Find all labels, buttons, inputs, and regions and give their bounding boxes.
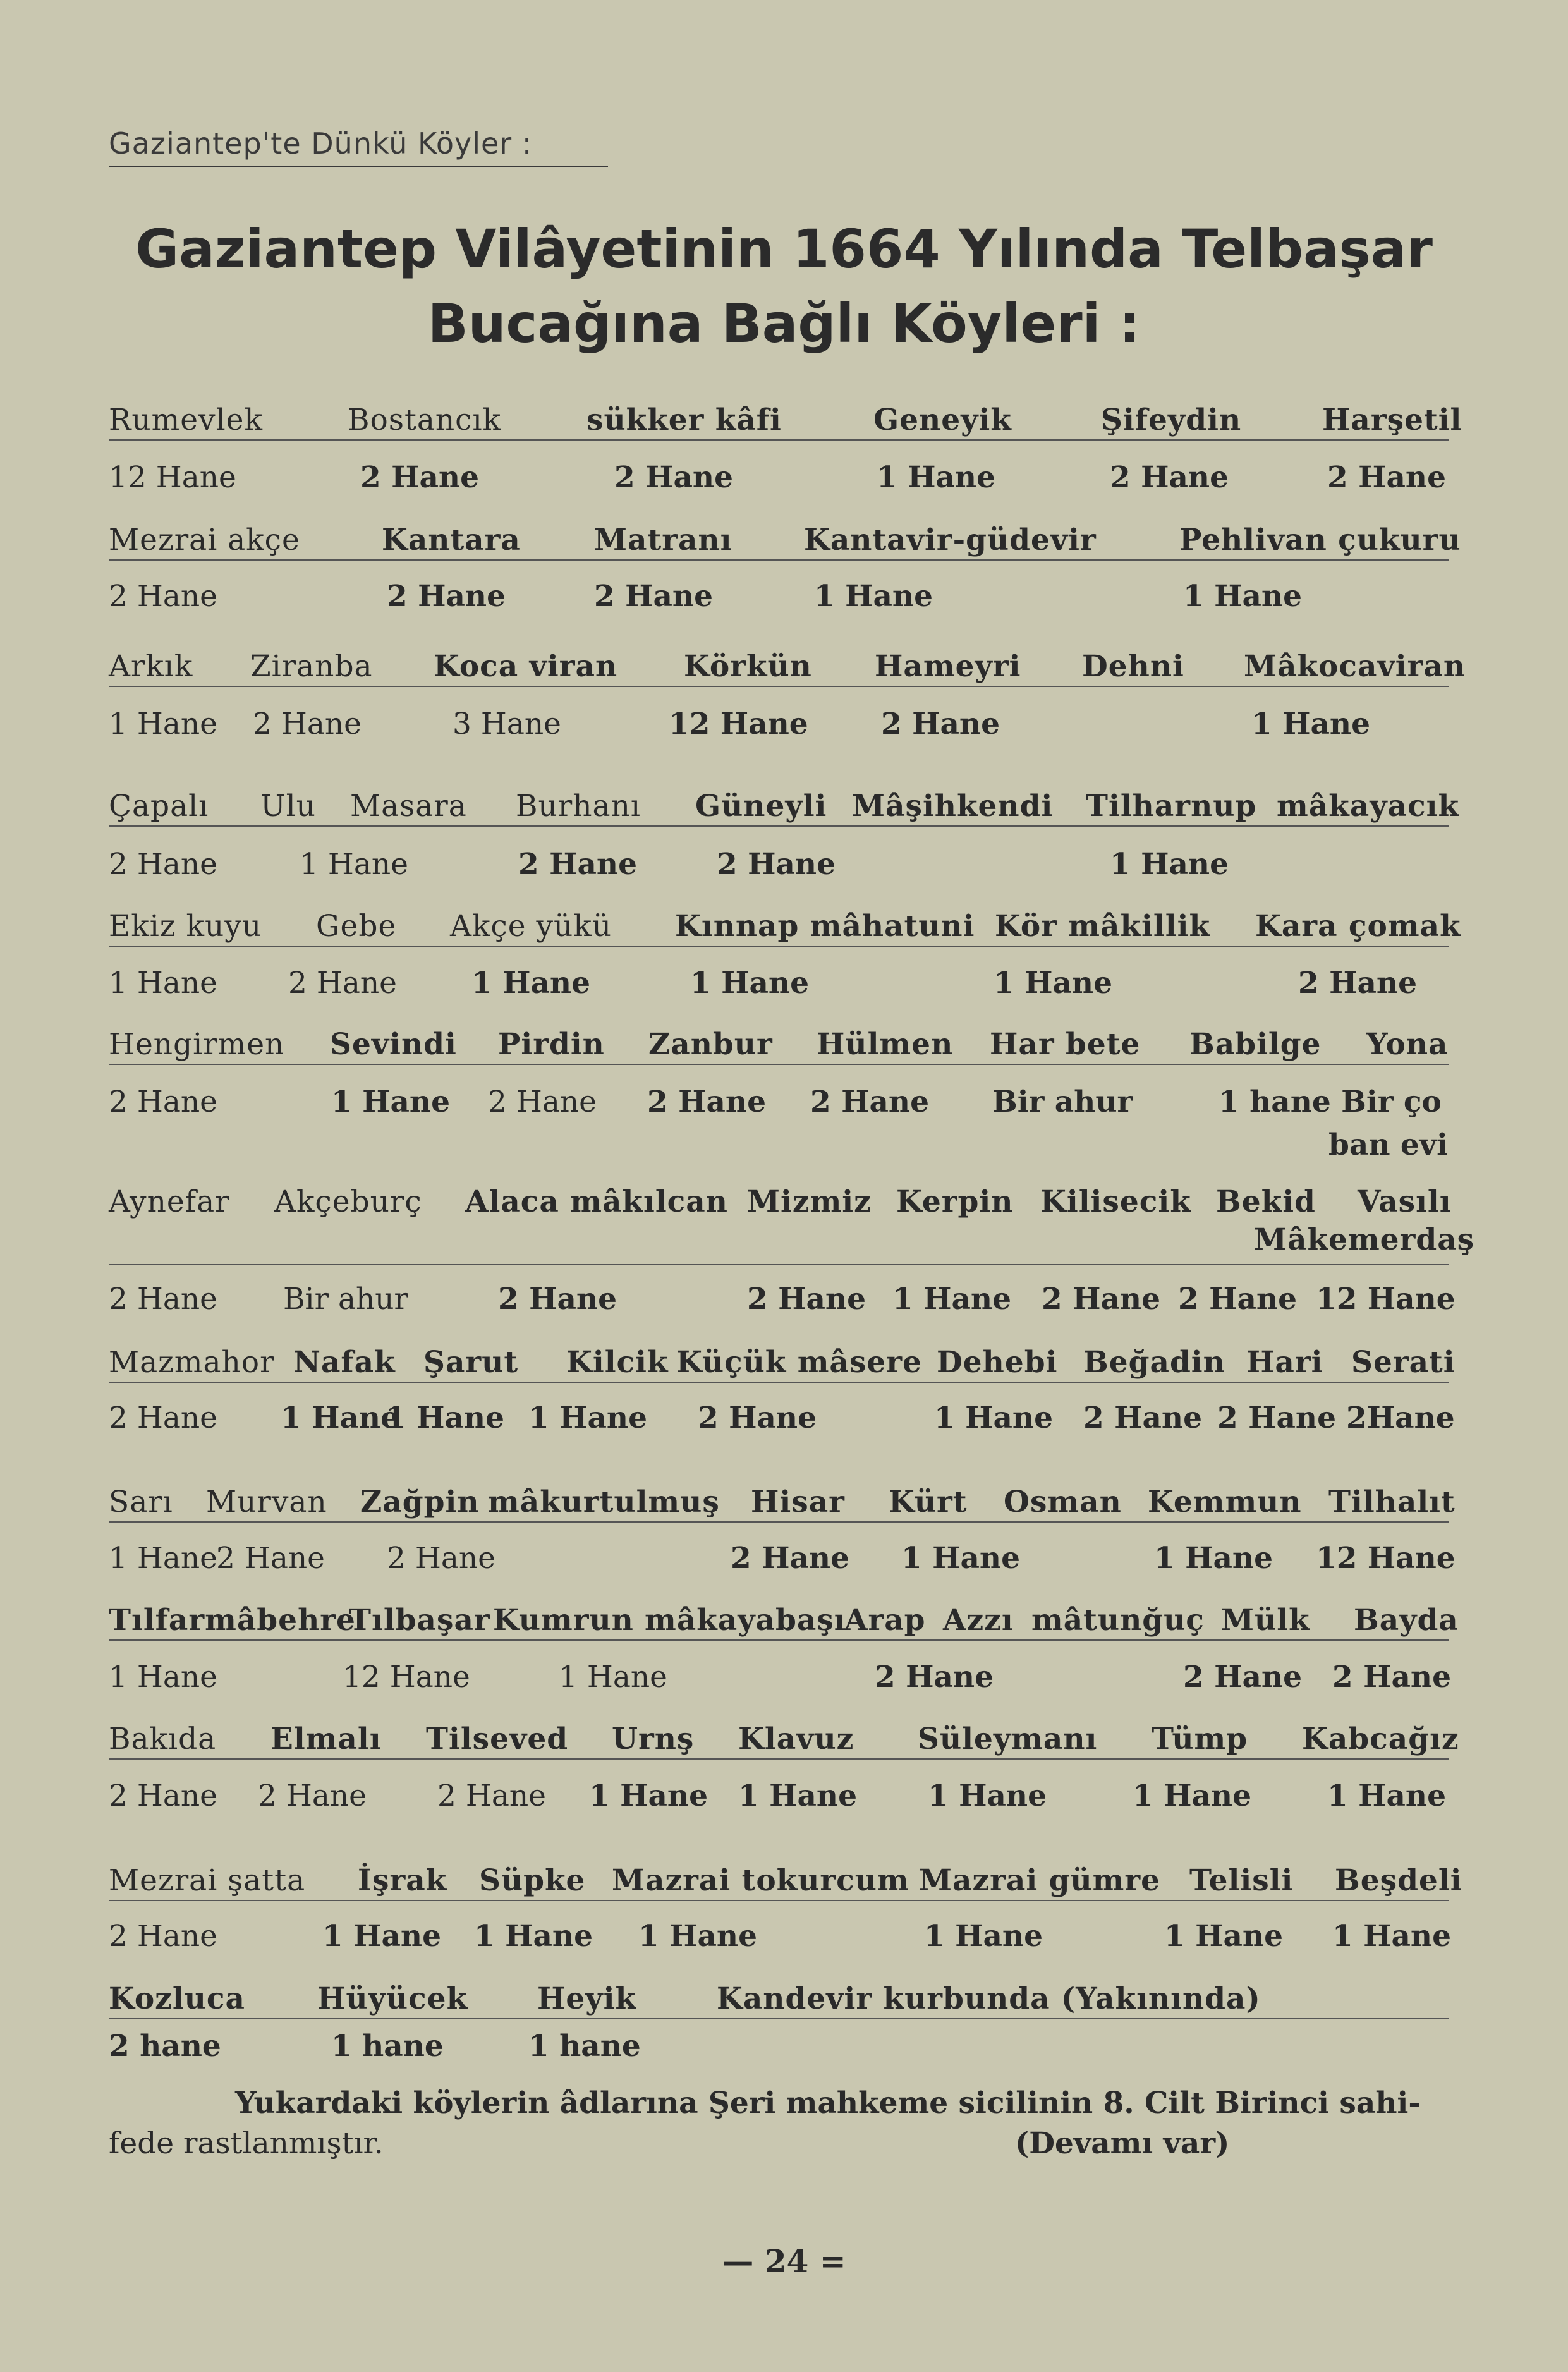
household-count: 2 Hane (1183, 1660, 1302, 1694)
village-name: Mazrai tokurcum (612, 1863, 909, 1898)
village-name: Matranı (594, 523, 732, 557)
running-header: Gaziantep'te Dünkü Köyler : (109, 126, 608, 167)
village-name: Hengirmen (109, 1027, 285, 1062)
village-name: Har bete (990, 1027, 1141, 1062)
village-name: Alaca mâkılcan (465, 1184, 728, 1219)
household-count: 1 hane (528, 2029, 641, 2064)
village-names-row (109, 1026, 1449, 1065)
household-count: 1 Hane (300, 847, 408, 882)
village-name: Mezrai akçe (109, 523, 300, 557)
village-name: Kara çomak (1255, 909, 1461, 944)
village-name: Şarut (423, 1345, 519, 1380)
household-count: 2 Hane (288, 966, 397, 1000)
village-name: Süpke (479, 1863, 586, 1898)
village-name: Kantara (382, 523, 521, 557)
household-count: 2 Hane (387, 579, 506, 614)
village-name: Yona (1366, 1027, 1449, 1062)
household-count: 2 Hane (109, 1282, 217, 1317)
village-name: Güneyli (695, 789, 827, 824)
page-title-line-2: Bucağına Bağlı Köyleri : (427, 293, 1141, 355)
household-count: 2 Hane (717, 847, 836, 882)
village-name: Küçük mâsere (676, 1345, 922, 1380)
household-count: 1 Hane (589, 1779, 708, 1813)
household-counts-row (109, 964, 1449, 1002)
household-count: 1 Hane (928, 1779, 1047, 1813)
household-count: 2 Hane (875, 1660, 994, 1694)
footnote-line-2 (109, 2124, 1449, 2164)
household-count: 2 Hane (109, 1085, 217, 1119)
village-name: Kantavir-güdevir (804, 523, 1097, 557)
village-name: Mâkocaviran (1244, 649, 1466, 684)
village-name: Babilge (1189, 1027, 1322, 1062)
village-name: Kabcağız (1302, 1722, 1459, 1756)
village-name: Mülk (1221, 1603, 1310, 1638)
village-name: Hüyücek (317, 1981, 468, 2016)
household-counts-row (109, 1777, 1449, 1815)
household-count: 2 Hane (258, 1779, 367, 1813)
page-title-line-1: Gaziantep Vilâyetinin 1664 Yılında Telbaşar (135, 218, 1433, 280)
household-count: 1 Hane (1154, 1541, 1273, 1576)
household-count: 12 Hane (109, 460, 236, 495)
household-count: 1 Hane (1327, 1779, 1446, 1813)
household-count: 1 Hane (1133, 1779, 1251, 1813)
village-name: Kemmun (1148, 1485, 1302, 1519)
household-count: 2 Hane (881, 707, 1000, 741)
village-name: Mâşihkendi (852, 789, 1054, 824)
household-count: 2 Hane (109, 579, 217, 614)
household-count: 2 Hane (594, 579, 713, 614)
village-name: Sarı (109, 1485, 173, 1519)
village-name: Kilcik (566, 1345, 669, 1380)
village-names-row (109, 908, 1461, 947)
village-name: Arkık (109, 649, 193, 684)
village-name: mâkayabaşı (645, 1603, 846, 1638)
village-name: Bostancık (348, 403, 501, 437)
household-count: 1 Hane (1183, 579, 1302, 614)
continuation-text: Mâkemerdaş (1254, 1222, 1475, 1257)
household-count: 1 hane (331, 2029, 444, 2064)
household-count: 2 Hane (1178, 1282, 1297, 1317)
village-names-row (109, 1720, 1459, 1760)
household-count: 2 Hane (1332, 1660, 1451, 1694)
village-name: Heyik (537, 1981, 637, 2016)
household-count: 2 Hane (1217, 1401, 1336, 1435)
household-count: 1 Hane (934, 1401, 1053, 1435)
village-name: Hisar (751, 1485, 845, 1519)
household-count: 2 Hane (109, 847, 217, 882)
household-count: 1 Hane (638, 1919, 757, 1954)
village-name: Mizmiz (747, 1184, 872, 1219)
household-counts-row (109, 459, 1449, 497)
village-name: Akçe yükü (450, 909, 612, 944)
village-name: sükker kâfi (586, 403, 782, 437)
village-name: Çapalı (109, 789, 209, 824)
village-name: Bakıda (109, 1722, 217, 1756)
household-counts-row (109, 1540, 1456, 1578)
household-count: 2 Hane (437, 1779, 546, 1813)
footnote-line-2-left: fede rastlanmıştır. (109, 2126, 384, 2161)
household-count: 1 Hane (1251, 707, 1370, 741)
household-count: 1 Hane (1110, 847, 1229, 882)
household-count: 2 Hane (253, 707, 362, 741)
village-name: Süleymanı (918, 1722, 1098, 1756)
village-name: mâkurtulmuş (488, 1485, 720, 1519)
household-count: 2 Hane (109, 1919, 217, 1954)
household-count: 1 Hane (1164, 1919, 1283, 1954)
village-name: Mazmahor (109, 1345, 275, 1380)
village-name: Pirdin (498, 1027, 605, 1062)
village-name: Kör mâkillik (995, 909, 1211, 944)
village-names-row (109, 1483, 1456, 1523)
village-name: Hameyri (875, 649, 1021, 684)
village-name: Beğadin (1083, 1345, 1225, 1380)
household-count: 1 Hane (471, 966, 590, 1000)
household-count: 1 Hane (528, 1401, 647, 1435)
household-count: 12 Hane (669, 707, 808, 741)
household-count: 1 Hane (1332, 1919, 1451, 1954)
village-names-row (109, 648, 1466, 687)
household-counts-row (109, 1399, 1455, 1437)
village-name: Kürt (889, 1485, 968, 1519)
footnote-line-1: Yukardaki köylerin âdlarına Şeri mahkeme sicilinin 8. Cilt Birinci sahi- (235, 2086, 1421, 2120)
household-count: 1 Hane (386, 1401, 504, 1435)
household-count: 2 Hane (109, 1401, 217, 1435)
household-count: 2 Hane (1327, 460, 1446, 495)
village-name: Kandevir kurbunda (Yakınında) (717, 1981, 1261, 2016)
household-count: 1 Hane (331, 1085, 450, 1119)
household-count: 1 Hane (109, 1541, 217, 1576)
household-counts-row (109, 1280, 1456, 1318)
village-name: Akçeburç (274, 1184, 422, 1219)
household-count: 1 Hane (924, 1919, 1043, 1954)
household-counts-row (109, 705, 1449, 743)
village-name: Arap (844, 1603, 926, 1638)
household-count: 2 Hane (518, 847, 637, 882)
village-name: Zağpin (360, 1485, 480, 1519)
household-count: 2 Hane (1083, 1401, 1202, 1435)
household-count: 2Hane (1346, 1401, 1455, 1435)
household-count: 1 Hane (901, 1541, 1020, 1576)
village-name: Sevindi (330, 1027, 457, 1062)
household-count: 2 Hane (698, 1401, 817, 1435)
household-count: 1 Hane (738, 1779, 857, 1813)
village-name: Kilisecik (1040, 1184, 1191, 1219)
village-name: Harşetil (1322, 403, 1462, 437)
village-name: Geneyik (873, 403, 1012, 437)
household-counts-row (109, 1083, 1449, 1121)
household-count: 3 Hane (453, 707, 561, 741)
household-count: 1 Hane (109, 707, 217, 741)
household-count: 2 hane (109, 2029, 221, 2064)
page-number: — 24 = (722, 2242, 846, 2280)
village-name: Pehlivan çukuru (1179, 523, 1461, 557)
village-name: Ziranba (250, 649, 373, 684)
household-counts-row (109, 578, 1449, 616)
village-name: Bekid (1216, 1184, 1316, 1219)
household-count: 2 Hane (1298, 966, 1417, 1000)
household-count: 2 Hane (810, 1085, 929, 1119)
village-name: Koca viran (434, 649, 618, 684)
village-names-row (109, 1980, 1449, 2019)
household-count: 2 Hane (731, 1541, 849, 1576)
village-name: Nafak (293, 1345, 396, 1380)
village-names-row (109, 1862, 1462, 1901)
village-name: Elmalı (270, 1722, 382, 1756)
village-names-row (109, 1183, 1475, 1265)
village-name: Kozluca (109, 1981, 245, 2016)
village-names-row (109, 401, 1462, 441)
village-name: Osman (1004, 1485, 1122, 1519)
village-name: Tilhalıt (1328, 1485, 1456, 1519)
village-names-row (109, 1344, 1456, 1383)
village-name: Tilseved (426, 1722, 569, 1756)
village-name: Hülmen (817, 1027, 954, 1062)
village-name: Ekiz kuyu (109, 909, 262, 944)
village-name: Dehni (1082, 649, 1184, 684)
household-count: 2 Hane (360, 460, 479, 495)
village-name: Tilharnup (1086, 789, 1257, 824)
household-counts-row (109, 1658, 1449, 1696)
village-name: Dehebi (937, 1345, 1058, 1380)
village-name: Masara (350, 789, 467, 824)
village-name: Gebe (316, 909, 397, 944)
household-count: 1 Hane (109, 1660, 217, 1694)
household-count: 1 Hane (474, 1919, 593, 1954)
village-name: Telisli (1189, 1863, 1294, 1898)
household-count: 2 Hane (216, 1541, 325, 1576)
village-names-row (109, 788, 1460, 827)
household-count: Bir ahur (992, 1085, 1133, 1119)
village-name: Bayda (1354, 1603, 1459, 1638)
village-name: Mazrai gümre (919, 1863, 1161, 1898)
continued-note: (Devamı var) (1015, 2126, 1230, 2161)
continuation-text: ban evi (1328, 1128, 1448, 1162)
village-name: mâkayacık (1277, 789, 1460, 824)
village-name: Kumrun (493, 1603, 634, 1638)
village-name: Körkün (684, 649, 812, 684)
village-name: Klavuz (738, 1722, 854, 1756)
village-name: Murvan (206, 1485, 327, 1519)
village-name: Ulu (260, 789, 316, 824)
household-count: 12 Hane (1316, 1541, 1456, 1576)
household-count: 2 Hane (498, 1282, 617, 1317)
household-count: 2 Hane (614, 460, 733, 495)
village-name: Hari (1246, 1345, 1323, 1380)
village-name: Aynefar (109, 1184, 230, 1219)
household-count: 1 Hane (814, 579, 933, 614)
household-count: 2 Hane (109, 1779, 217, 1813)
footnote (109, 2083, 1449, 2164)
household-counts-row (109, 846, 1449, 884)
household-count: 2 Hane (647, 1085, 766, 1119)
household-count: 1 Hane (690, 966, 809, 1000)
household-counts-row (109, 2028, 1449, 2065)
village-name: Vasılı (1358, 1184, 1452, 1219)
village-name: Burhanı (516, 789, 641, 824)
household-count: 1 Hane (322, 1919, 441, 1954)
village-name: Beşdeli (1335, 1863, 1462, 1898)
household-count: 12 Hane (1316, 1282, 1456, 1317)
village-names-row (109, 521, 1461, 561)
village-name: Tılfarmâbehre (109, 1603, 356, 1638)
village-name: Kerpin (896, 1184, 1014, 1219)
household-count: 1 Hane (877, 460, 995, 495)
village-name: Serati (1351, 1345, 1456, 1380)
village-name: Şifeydin (1101, 403, 1242, 437)
household-count: 1 hane Bir ço (1219, 1085, 1442, 1119)
household-count: 12 Hane (343, 1660, 470, 1694)
village-name: Tılbaşar (349, 1603, 490, 1638)
household-count: 1 Hane (281, 1401, 399, 1435)
village-name: Kınnap mâhatuni (675, 909, 975, 944)
village-name: Mezrai şatta (109, 1863, 306, 1898)
household-count: 1 Hane (892, 1282, 1011, 1317)
village-name: Zanbur (648, 1027, 773, 1062)
household-count: 2 Hane (488, 1085, 597, 1119)
household-count: 1 Hane (559, 1660, 667, 1694)
village-name: İşrak (358, 1863, 447, 1898)
village-name: Rumevlek (109, 403, 263, 437)
household-count: 1 Hane (109, 966, 217, 1000)
household-count: Bir ahur (283, 1282, 409, 1317)
household-count: 2 Hane (387, 1541, 495, 1576)
village-names-row (109, 1602, 1459, 1641)
village-name: mâtunğuç (1031, 1603, 1205, 1638)
household-counts-row (109, 1918, 1449, 1955)
household-count: 2 Hane (1042, 1282, 1160, 1317)
village-name: Azzı (943, 1603, 1014, 1638)
village-name: Tümp (1152, 1722, 1248, 1756)
household-count: 1 Hane (994, 966, 1112, 1000)
household-count: 2 Hane (1110, 460, 1229, 495)
village-name: Urnş (612, 1722, 695, 1756)
household-count: 2 Hane (747, 1282, 866, 1317)
